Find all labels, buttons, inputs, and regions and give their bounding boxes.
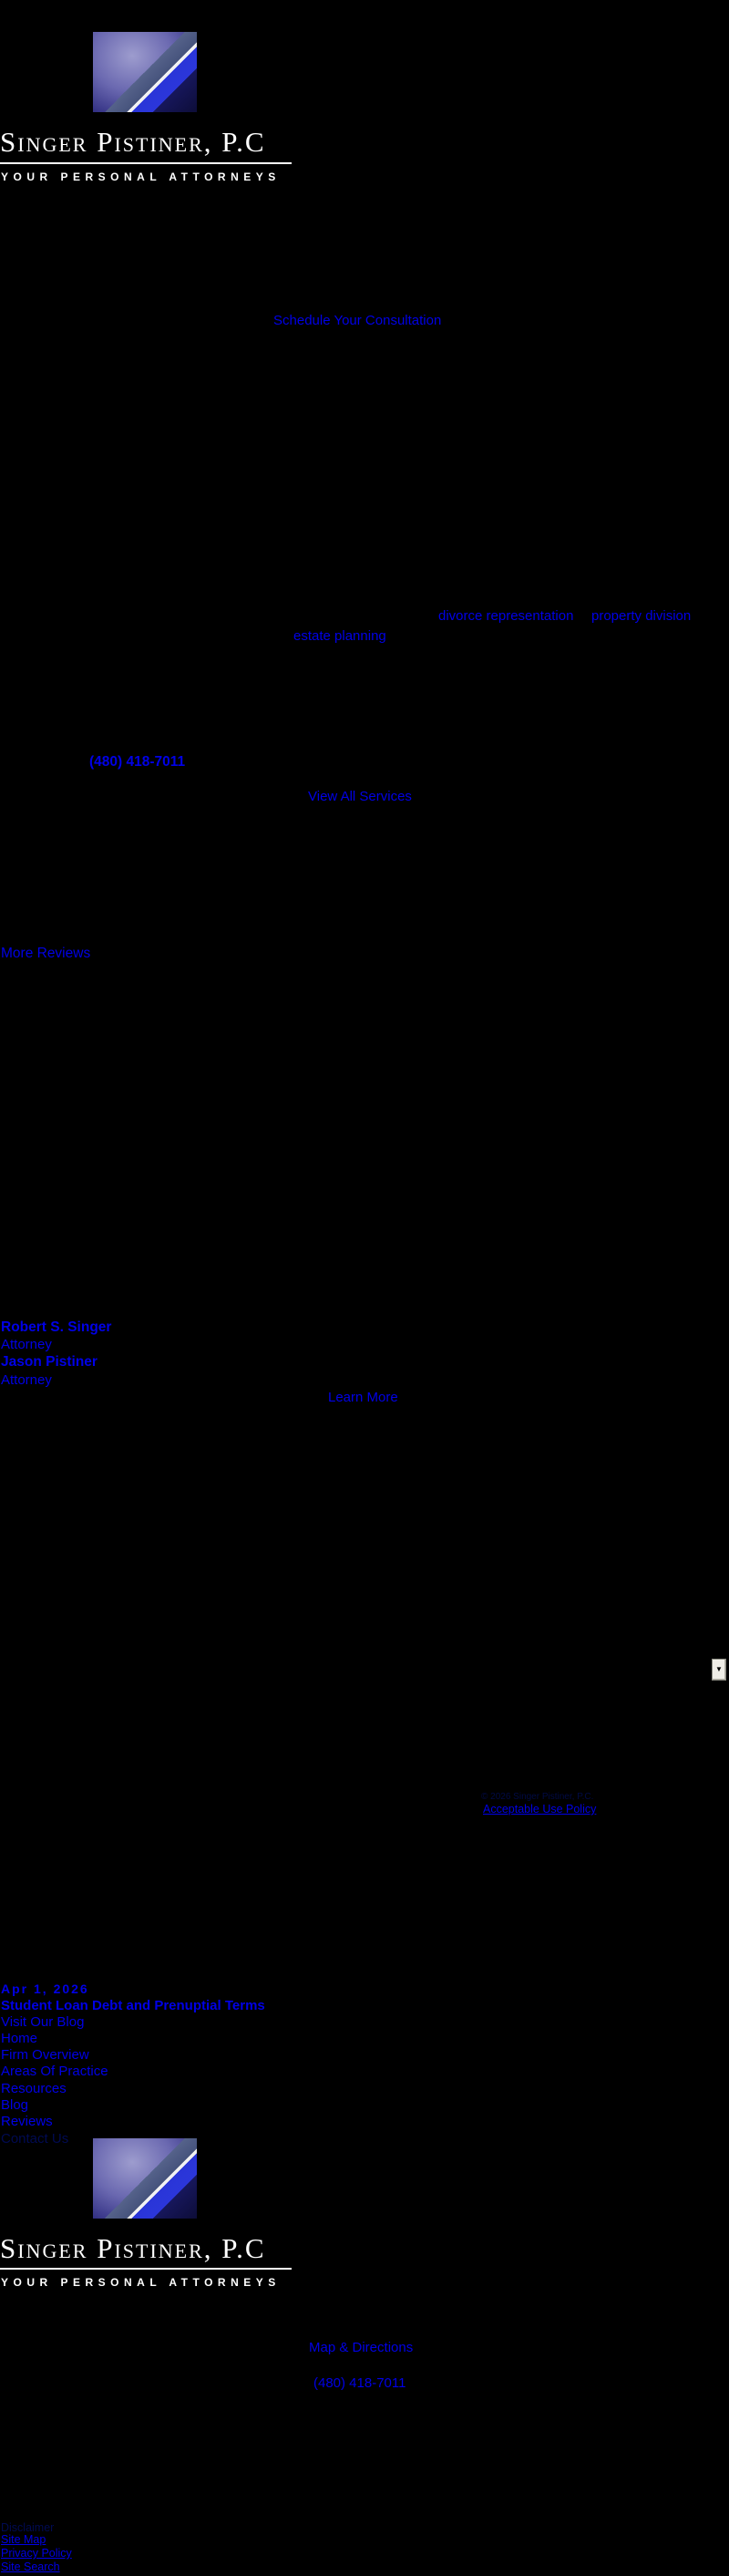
chevron-down-icon: ▼ [715,1665,723,1673]
blog-post-title-link[interactable]: Student Loan Debt and Prenuptial Terms [1,1998,265,2013]
footer-logo-link[interactable] [0,2134,310,2302]
site-search-link[interactable]: Site Search [1,2560,60,2573]
logo-image [93,32,197,112]
site-map-link[interactable]: Site Map [1,2533,46,2546]
nav-item-areas-of-practice[interactable]: Areas Of Practice [1,2064,108,2079]
brand-rule [0,162,292,164]
more-reviews-link[interactable]: More Reviews [1,946,91,961]
copyright-text: © 2026 Singer Pistiner, P.C. [481,1792,594,1802]
attorney-name-robert-singer[interactable]: Robert S. Singer [1,1319,112,1335]
brand-tagline: YOUR PERSONAL ATTORNEYS [1,171,281,183]
disclaimer-link[interactable]: Disclaimer [1,2521,55,2534]
brand-rule [0,2268,292,2270]
footer-phone-link[interactable]: (480) 418-7011 [313,2375,406,2391]
view-all-services-link[interactable]: View All Services [308,789,412,804]
attorney-name-jason-pistiner[interactable]: Jason Pistiner [1,1354,98,1370]
map-directions-link[interactable]: Map & Directions [309,2340,414,2355]
service-link-divorce-representation[interactable]: divorce representation [438,608,574,624]
nav-item-firm-overview[interactable]: Firm Overview [1,2047,89,2063]
header-logo-link[interactable] [0,0,310,191]
nav-item-contact-us[interactable]: Contact Us [1,2131,69,2147]
brand-name: Singer Pistiner, P.C [0,2232,266,2264]
nav-item-reviews[interactable]: Reviews [1,2114,53,2129]
learn-more-link[interactable]: Learn More [328,1390,398,1405]
privacy-policy-link[interactable]: Privacy Policy [1,2547,72,2560]
brand-name: Singer Pistiner, P.C [0,126,266,158]
schedule-consultation-link[interactable]: Schedule Your Consultation [273,313,442,328]
service-link-estate-planning[interactable]: estate planning [293,628,386,644]
visit-our-blog-link[interactable]: Visit Our Blog [1,2014,85,2030]
blog-post-date[interactable]: Apr 1, 2026 [1,1981,89,1996]
nav-item-home[interactable]: Home [1,2031,38,2046]
attorney-title[interactable]: Attorney [1,1337,52,1352]
logo-image [93,2138,197,2219]
nav-item-resources[interactable]: Resources [1,2081,67,2096]
language-dropdown[interactable] [712,1659,726,1681]
phone-link[interactable]: (480) 418-7011 [89,754,186,770]
acceptable-use-policy-link[interactable]: Acceptable Use Policy [483,1803,597,1816]
service-link-property-division[interactable]: property division [591,608,692,624]
attorney-title[interactable]: Attorney [1,1372,52,1388]
brand-tagline: YOUR PERSONAL ATTORNEYS [1,2276,281,2289]
nav-item-blog[interactable]: Blog [1,2097,29,2113]
